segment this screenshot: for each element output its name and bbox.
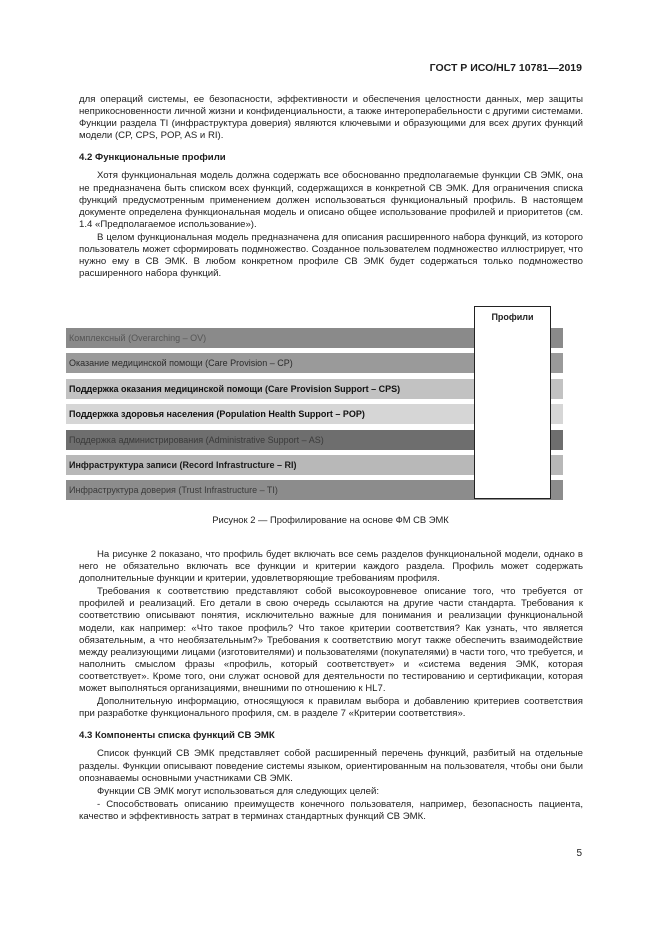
- after-paragraph-1: На рисунке 2 показано, что профиль будет включать все семь разделов функциональной модели, однако в него не обязательно включать все функции и критерии каждого раздела. Профиль может содержать дополнительные функции и критерии, удовлетворяющие требованиям профиля.: [79, 549, 583, 585]
- figure-bar-6: Инфраструктура записи (Record Infrastructure – RI): [66, 455, 563, 475]
- profiles-box: [474, 306, 551, 499]
- figure-bar-3: Поддержка оказания медицинской помощи (Care Provision Support – CPS): [66, 379, 563, 399]
- after-paragraph-3: Дополнительную информацию, относящуюся к правилам выбора и добавлению критериев соответствия при разработке функционального профиля, см. в разделе 7 «Критерии соответствия».: [79, 696, 583, 720]
- section-4-3-paragraph-3: - Способствовать описанию преимуществ конечного пользователя, например, безопасность пациента, качество и эффективность затрат в терминах стандартных функций СВ ЭМК.: [79, 798, 583, 822]
- figure-bar-1: Комплексный (Overarching – OV): [66, 328, 563, 348]
- intro-paragraph: для операций системы, ее безопасности, эффективности и обеспечения целостности данных, мер защиты неприкосновенности личной жизни и конфиденциальности, а также интероперабельности с другими системами. Функции раздела TI (инфраструктура доверия) являются ключевыми и образующими для всех других функций модели (CP, CPS, POP, AS и RI).: [79, 94, 583, 142]
- figure-bar-5: Поддержка администрирования (Administrative Support – AS): [66, 430, 563, 450]
- figure-caption: Рисунок 2 — Профилирование на основе ФМ СВ ЭМК: [212, 514, 449, 525]
- text-block-top: [79, 94, 583, 281]
- section-4-3-heading: 4.3 Компоненты списка функций СВ ЭМК: [79, 730, 275, 742]
- after-paragraph-2: Требования к соответствию представляют собой высокоуровневое описание того, что требуется от профилей и реализаций. Его детали в свою очередь ссылаются на другие части стандарта. Требования к соответствию описывают понятия, исключительно важные для понимания и реализации функциональной модели, как например: «Что такое профиль? Что такое критерии соответствия? Как узнать, что является обязательным, а что необязательным?» Требования к соответствию могут также обеспечить взаимодействие между реализующими лицами (изготовителями) и пользователями (покупателями) в части того, что требуется, и наполнить смыслом фразы «профиль, который соответствует» и «система ведения ЭМК, которая соответствует». Кроме того, они служат основой для деятельности по тестированию и сертификации, которая может выполняться организациями, внешними по отношению к HL7.: [79, 586, 583, 695]
- figure-bar-4: Поддержка здоровья населения (Population Health Support – POP): [66, 404, 563, 424]
- section-4-2-paragraph-1: Хотя функциональная модель должна содержать все обоснованно предполагаемые функции СВ ЭМК, она не предназначена быть списком всех функций, содержащихся в конкретной СВ ЭМК. Для ограничения списка функций предусмотренным применением должен использоваться функциональный профиль. В настоящем документе определена функциональная модель и описано общее использование профилей и приоритетов (см. 1.4 «Предполагаемое использование»).: [79, 170, 583, 230]
- text-block-bottom: [79, 549, 583, 824]
- document-id: ГОСТ Р ИСО/HL7 10781—2019: [429, 62, 582, 74]
- section-4-3-paragraph-1: Список функций СВ ЭМК представляет собой расширенный перечень функций, разбитый на отдельные разделы. Функции описывают поведение системы языком, ориентированным на пользователя, чтобы они были опознаваемы основными участниками СВ ЭМК.: [79, 748, 583, 784]
- section-4-3-paragraph-2: Функции СВ ЭМК могут использоваться для следующих целей:: [97, 785, 379, 797]
- figure-bar-7: Инфраструктура доверия (Trust Infrastructure – TI): [66, 480, 563, 500]
- figure-bar-2: Оказание медицинской помощи (Care Provision – CP): [66, 353, 563, 373]
- profiles-label: Профили: [491, 312, 534, 322]
- page-number: 5: [576, 848, 582, 859]
- section-4-2-heading: 4.2 Функциональные профили: [79, 152, 226, 164]
- section-4-2-paragraph-2: В целом функциональная модель предназначена для описания расширенного набора функций, из которого пользователь может сформировать подмножество. Созданное пользователем подмножество иллюстрирует, что нужно ему в СВ ЭМК. В любом конкретном профиле СВ ЭМК будет содержаться только подмножество расширенного набора функций.: [79, 231, 583, 280]
